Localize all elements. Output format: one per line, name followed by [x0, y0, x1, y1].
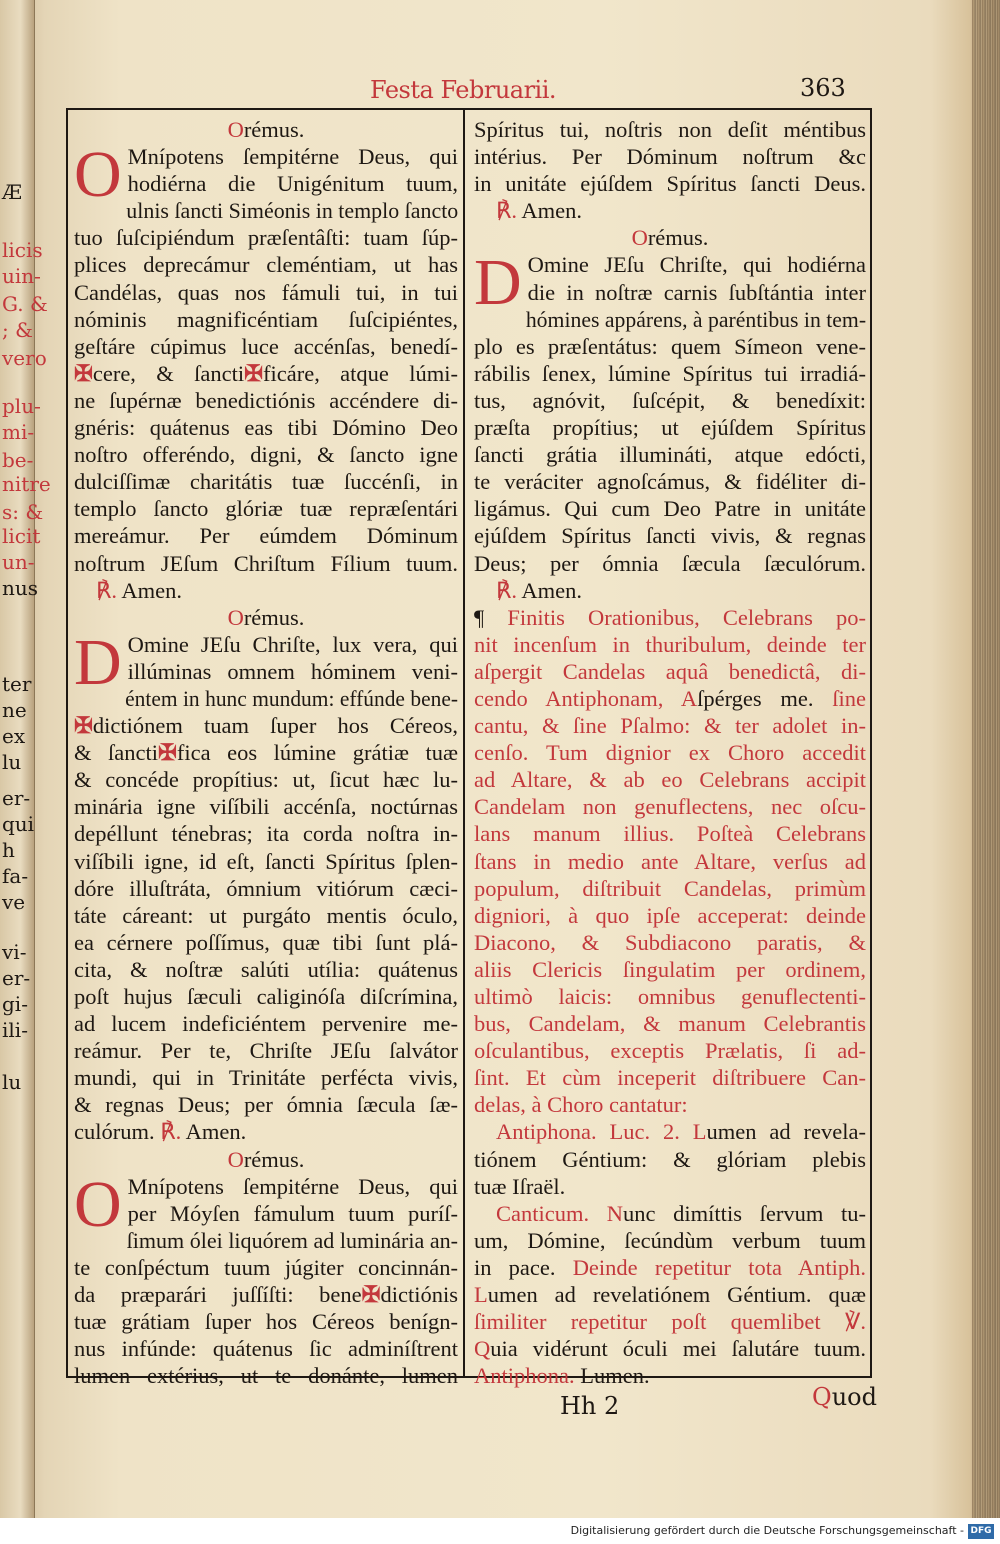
text-line: [474, 604, 866, 631]
text-line: [474, 1118, 866, 1145]
text-line: [74, 820, 458, 847]
line-text: reámur. Per te, Chriſte JEſu ſalvátor: [74, 1038, 458, 1064]
text-line: [74, 658, 458, 685]
line-text: Deus; per ómnia ſæcula ſæculórum.: [474, 550, 866, 576]
cross-icon: ✠: [74, 713, 93, 739]
text-line: [474, 1200, 866, 1227]
dfg-logo: DFG: [968, 1524, 994, 1539]
rubric-text: populum, diſtribuit Candelas, primùm: [474, 875, 866, 901]
line-text: depéllunt ténebras; ita corda noſtra in-: [74, 821, 458, 847]
text-line: [74, 170, 458, 197]
line-text: viſíbili igne, id eſt, ſancti Spíritus ſplen-: [74, 848, 458, 874]
text-line: [474, 793, 866, 820]
line-text: ligámus. Qui cum Deo Patre in unitáte: [474, 496, 866, 522]
line-text: plo es præſentátus: quem Símeon vene-: [474, 333, 866, 359]
cross-icon: ✠: [361, 1282, 381, 1308]
text-line: [74, 441, 458, 468]
text-line: [474, 116, 866, 143]
right-text-column: [474, 116, 866, 1389]
text-line: [474, 1064, 866, 1091]
line-text: ulnis ſancti Siméonis in templo ſancto: [126, 198, 459, 224]
margin-fragment: licis: [2, 238, 43, 262]
text-line: [474, 387, 866, 414]
text-line: [74, 1010, 458, 1037]
text-line: [74, 875, 458, 902]
line-text: mereámur. Per eúmdem Dóminum: [74, 523, 458, 549]
line-text: uia vidérunt óculi mei ſalutáre tuum.: [490, 1336, 866, 1362]
text-line: [74, 766, 458, 793]
response-sign: ℟.: [160, 1119, 182, 1145]
line-text: Omine JEſu Chriſte, lux vera, qui: [127, 631, 458, 657]
rubric-text: aſpergit Candelas aquâ benedictâ, di-: [474, 658, 866, 684]
text-line: [474, 495, 866, 522]
red-initial: Q: [474, 1336, 491, 1362]
margin-fragment: qui: [2, 812, 35, 836]
margin-fragment: fa-: [2, 864, 29, 888]
line-text: te conſpéctum tuum júgiter concinnán-: [74, 1254, 458, 1280]
line-text: & concéde propítius: ut, ſicut hæc lu-: [74, 767, 458, 793]
text-line: [74, 1200, 458, 1227]
red-initial: O: [631, 225, 648, 251]
margin-fragment: er-: [2, 966, 31, 990]
line-text: Mnípotens ſempitérne Deus, qui: [127, 1173, 458, 1199]
margin-fragment: ter: [2, 672, 32, 696]
rubric-text: ultimò laicis: omnibus genuflectenti-: [474, 984, 866, 1009]
rubric-text: cantu, & ſine Pſalmo: & ter adolet in-: [474, 713, 866, 739]
line-text: & ſancti: [74, 740, 159, 766]
antiphon-label: Antiphona.: [474, 1363, 575, 1389]
cross-icon: ✠: [74, 360, 93, 386]
line-text: da præparári juſſíſti: bene: [74, 1282, 362, 1308]
text-line: [74, 251, 458, 278]
text-line: [74, 1037, 458, 1064]
rubric-text: ſint. Et cùm inceperit diſtribuere Can-: [474, 1065, 866, 1091]
line-text: nus infúnde: quátenus ſic adminíſtrent: [74, 1336, 458, 1362]
text-line: [474, 1146, 866, 1173]
response-sign: ℟.: [96, 577, 118, 603]
line-text: geſtáre cúpimus luce accénſas, benedí-: [74, 333, 458, 359]
line-text: Amen.: [521, 198, 583, 224]
page-leaf-edges: [972, 0, 1000, 1544]
digitization-credit: Digitalisierung gefördert durch die Deutsche Forschungsgemeinschaft -: [0, 1518, 1000, 1544]
text-line: [474, 360, 866, 387]
margin-fragment: plu-: [2, 394, 41, 418]
text-line: [74, 1362, 458, 1389]
text-line: [474, 848, 866, 875]
heading-text: rémus.: [243, 1146, 305, 1172]
text-line: [474, 306, 866, 333]
line-text: Mnípotens ſempitérne Deus, qui: [127, 144, 458, 170]
line-text: lumen extérius, ut te donánte, lumen: [74, 1363, 458, 1389]
line-text: nóminis magnificéntiam ſuſcipiéntes,: [74, 306, 458, 332]
line-text: minária igne viſíbili accénſa, noctúrnas: [74, 794, 458, 820]
text-line: [74, 550, 458, 577]
margin-fragment: lu: [2, 1070, 22, 1094]
line-text: noſtrum JEſum Chriſtum Fílium tuum.: [74, 550, 458, 576]
line-text: tiónem Géntium: & glóriam plebis: [474, 1146, 866, 1172]
line-text: te veráciter agnoſcámus, & fidéliter di-: [474, 469, 866, 495]
antiphon-label: Canticum. N: [496, 1200, 624, 1226]
text-line: [474, 1091, 866, 1118]
margin-fragment: licit: [2, 524, 41, 548]
drop-capital: O: [74, 1167, 122, 1241]
text-line: [474, 631, 866, 658]
line-text: noſtro offeréndo, digni, & ſancto igne: [74, 442, 458, 468]
line-text: Lumen.: [580, 1363, 650, 1389]
text-line: [474, 143, 866, 170]
line-text: ficáre, atque lúmi-: [263, 360, 459, 386]
line-text: culórum.: [74, 1119, 155, 1145]
rubric-text: Diacono, & Subdiacono paratis, &: [474, 929, 866, 955]
line-text: ejúſdem Spíritus ſancti vivis, & regnas: [474, 523, 866, 549]
text-line: [474, 658, 866, 685]
text-line: [74, 712, 458, 739]
line-text: mundi, qui in Trinitáte perfécta vivis,: [74, 1065, 458, 1091]
left-text-column: [74, 116, 458, 1389]
margin-fragment: mi-: [2, 420, 35, 444]
line-text: ſancti grátia illumináti, atque edócti,: [474, 442, 866, 468]
text-line: [474, 820, 866, 847]
rubric-text: Finitis Orationibus, Celebrans po-: [507, 604, 866, 630]
line-text: dulciſſimæ charitátis tuæ ſuccénſi, in: [74, 469, 458, 495]
line-text: dictiónis: [380, 1282, 458, 1308]
text-line: [74, 1335, 458, 1362]
margin-fragment: be-: [2, 448, 34, 472]
heading-text: rémus.: [243, 604, 305, 630]
line-text: táte cáreant: ut purgáto mentis óculo,: [74, 902, 458, 928]
rubric-text: ſtans in medio ante Altare, verſus ad: [474, 848, 866, 874]
response-sign: ℟.: [496, 198, 518, 224]
line-text: die in noſtræ carnis ſubſtántia inter: [527, 279, 866, 305]
text-line: [474, 1362, 866, 1389]
margin-fragment: gi-: [2, 992, 28, 1016]
line-text: cere, & ſancti: [92, 360, 245, 386]
rubric-text: Deinde repetitur tota Antiph.: [572, 1254, 867, 1280]
margin-fragment: ; &: [2, 318, 33, 342]
line-text: hodiérna die Unigénitum tuum,: [127, 171, 458, 197]
text-line: [474, 550, 866, 577]
margin-fragment: G. &: [2, 292, 48, 316]
line-text: dóre illuſtráta, ómnium vitiórum cæci-: [74, 875, 458, 901]
text-line: [74, 1281, 458, 1308]
text-line: [74, 333, 458, 360]
line-text: éntem in hunc mundum: effúnde bene-: [125, 685, 458, 711]
line-text: umen ad revela-: [706, 1119, 866, 1145]
rubric-text: ad Altare, & ab eo Celebrans accipit: [474, 767, 866, 793]
rubric-text: cendo Antiphonam, A: [474, 685, 698, 711]
catchword: [812, 1383, 877, 1411]
rubric-text: aliis Clericis ſingulatim per ordinem,: [474, 956, 866, 982]
line-text: unc dimíttis ſervum tu-: [623, 1200, 866, 1226]
line-text: Omine JEſu Chriſte, qui hodiérna: [527, 252, 866, 278]
text-line: [74, 387, 458, 414]
margin-fragment: vi-: [2, 940, 27, 964]
text-line: [74, 577, 458, 604]
rubric-text: lans manum illius. Poſteà Celebrans: [474, 821, 866, 847]
text-line: [74, 495, 458, 522]
margin-fragment: lu: [2, 750, 22, 774]
margin-fragment: ili-: [2, 1018, 28, 1042]
line-text: templo ſancto glóriæ tuæ repræſentári: [74, 496, 458, 522]
text-line: [474, 577, 866, 604]
text-line: [474, 1227, 866, 1254]
margin-fragment: h: [2, 838, 15, 862]
text-line: [474, 766, 866, 793]
catchword-rest: uod: [831, 1383, 877, 1411]
text-line: [74, 1091, 458, 1118]
text-line: [74, 279, 458, 306]
text-line: [74, 1064, 458, 1091]
margin-fragment: s: &: [2, 500, 44, 524]
pilcrow-icon: ¶: [474, 604, 485, 630]
text-line: [74, 793, 458, 820]
credit-text: Digitalisierung gefördert durch die Deutsche Forschungsgemeinschaft: [570, 1524, 957, 1537]
line-text: umen ad revelatiónem Géntium.: [487, 1282, 812, 1308]
line-text: rábilis ſenex, lúmine Spíritus tui irradiá-: [474, 360, 866, 386]
text-line: [74, 116, 458, 143]
red-initial: O: [227, 604, 244, 630]
text-line: [74, 1227, 458, 1254]
text-line: [74, 522, 458, 549]
red-initial: O: [227, 117, 244, 142]
red-initial: O: [227, 1146, 244, 1172]
text-line: [74, 739, 458, 766]
text-line: [474, 956, 866, 983]
line-text: hómines appárens, à paréntibus in tem-: [525, 306, 867, 332]
text-line: [474, 685, 866, 712]
text-line: [74, 1254, 458, 1281]
text-line: [474, 1308, 866, 1335]
cross-icon: ✠: [244, 360, 263, 386]
text-line: [74, 1118, 458, 1145]
text-line: [474, 468, 866, 495]
rubric-text: bus, Candelam, & manum Celebrantis: [474, 1011, 866, 1037]
rubric-text: ſimiliter repetitur poſt quemlibet ℣.: [474, 1309, 866, 1335]
margin-fragment: vero: [2, 346, 47, 370]
margin-fragment: nitre: [2, 472, 51, 496]
line-text: gnéris: quátenus eas tibi Dómino Deo: [74, 415, 458, 441]
line-text: Candélas, quas nos fámuli tui, in tui: [74, 279, 458, 305]
line-text: præſta propítius; ut ejúſdem Spíritus: [474, 415, 866, 441]
text-line: [474, 197, 866, 224]
drop-capital: D: [474, 246, 522, 320]
margin-fragment: Æ: [2, 180, 23, 204]
line-text: in pace.: [474, 1254, 556, 1280]
left-page-margin: [0, 0, 51, 1544]
text-line: [74, 1146, 458, 1173]
rubric-text: cenſo. Tum dignior ex Choro accedit: [474, 740, 866, 766]
text-line: [74, 306, 458, 333]
text-line: [474, 522, 866, 549]
margin-fragment: ex: [2, 724, 26, 748]
text-line: [474, 1037, 866, 1064]
line-text: plices deprecámur cleméntiam, ut has: [74, 252, 458, 278]
line-text: Spíritus tui, noſtris non deſit méntibus: [474, 117, 866, 142]
text-line: [74, 685, 458, 712]
text-line: [474, 279, 866, 306]
rubric-text: digniori, à quo ipſe acceperat: deinde: [474, 902, 866, 928]
text-line: [74, 360, 458, 387]
margin-fragment: er-: [2, 786, 31, 810]
catchword-initial: Q: [812, 1383, 832, 1411]
rubric-text: oſculantibus, exceptis Prælatis, ſi ad-: [474, 1038, 866, 1064]
margin-fragment: ne: [2, 698, 27, 722]
rubric-text: Candelam non genuflectens, nec oſcu-: [474, 794, 866, 820]
text-line: [474, 1281, 866, 1308]
margin-fragment: uin-: [2, 264, 41, 288]
column-divider: [463, 108, 465, 1378]
text-line: [74, 848, 458, 875]
line-text: per Móyſen fámulum tuum puríſ-: [127, 1200, 458, 1226]
text-line: [474, 441, 866, 468]
line-text: tuæ grátiam ſuper hos Céreos benígn-: [74, 1309, 458, 1335]
text-line: [74, 1308, 458, 1335]
line-text: & regnas Deus; per ómnia ſæcula ſæ-: [74, 1092, 458, 1118]
line-text: um, Dómine, ſecúndùm verbum tuum: [474, 1227, 866, 1253]
text-line: [474, 1254, 866, 1281]
text-line: [474, 983, 866, 1010]
line-text: ea cérnere poſſímus, quæ tibi ſunt plá-: [74, 929, 458, 955]
text-line: [74, 468, 458, 495]
text-line: [74, 414, 458, 441]
text-line: [74, 197, 458, 224]
text-line: [74, 604, 458, 631]
line-text: fica eos lúmine grátiæ tuæ: [176, 740, 459, 766]
line-text: dictiónem tuam ſuper hos Céreos,: [92, 713, 458, 739]
margin-fragment: nus: [2, 576, 39, 600]
drop-capital: D: [74, 625, 122, 699]
line-text: ne ſupérnæ benedictiónis accéndere di-: [74, 387, 458, 413]
text-line: [474, 1173, 866, 1200]
line-text: intérius. Per Dóminum noſtrum &c: [474, 144, 866, 170]
red-initial: L: [474, 1282, 488, 1308]
text-line: [474, 224, 866, 251]
page-number: 363: [800, 74, 846, 102]
line-text: ſimum ólei liquórem ad luminária an-: [126, 1227, 458, 1253]
line-text: tuo ſuſcipiéndum præſentâſti: tuam ſúp-: [74, 225, 458, 251]
line-text: tus, agnóvit, ſuſcépit, & benedíxit:: [474, 387, 866, 413]
text-line: [474, 875, 866, 902]
margin-fragment: ve: [2, 890, 26, 914]
text-line: [74, 224, 458, 251]
line-text: Amen.: [121, 577, 183, 603]
line-text: tuæ Iſraël.: [474, 1173, 566, 1199]
text-line: [474, 712, 866, 739]
incipit-text: ſpérges me.: [697, 685, 814, 711]
text-line: [474, 414, 866, 441]
text-line: [74, 902, 458, 929]
line-text: in unitáte ejúſdem Spíritus ſancti Deus.: [474, 171, 866, 197]
line-text: cita, & noſtræ salúti utília: quátenus: [74, 956, 458, 982]
cross-icon: ✠: [158, 740, 177, 766]
line-text: Amen.: [185, 1119, 247, 1145]
text-line: [474, 1335, 866, 1362]
rubric-text: ſine: [832, 685, 867, 711]
line-text: poſt hujus ſæculi caliginóſa diſcrímina,: [74, 984, 458, 1009]
line-text: Amen.: [521, 577, 583, 603]
text-line: [74, 956, 458, 983]
text-line: [474, 333, 866, 360]
drop-capital: O: [74, 138, 122, 212]
signature-mark: Hh 2: [560, 1392, 620, 1420]
line-text: quæ: [828, 1282, 866, 1308]
running-title: Festa Februarii.: [370, 76, 557, 104]
text-line: [474, 739, 866, 766]
text-line: [74, 929, 458, 956]
text-line: [474, 902, 866, 929]
line-text: illúminas omnem hóminem veni-: [127, 658, 458, 684]
rubric-text: delas, à Choro cantatur:: [474, 1092, 688, 1118]
text-line: [474, 929, 866, 956]
text-line: [74, 983, 458, 1010]
line-text: ad lucem indeficiéntem pervenire me-: [74, 1011, 458, 1037]
heading-text: rémus.: [647, 225, 709, 251]
text-line: [474, 1010, 866, 1037]
rubric-text: nit incenſum in thuribulum, deinde ter: [474, 631, 866, 657]
response-sign: ℟.: [496, 577, 518, 603]
text-line: [474, 170, 866, 197]
heading-text: rémus.: [243, 117, 305, 142]
margin-fragment: un-: [2, 550, 35, 574]
antiphon-label: Antiphona. Luc. 2. L: [496, 1119, 707, 1145]
